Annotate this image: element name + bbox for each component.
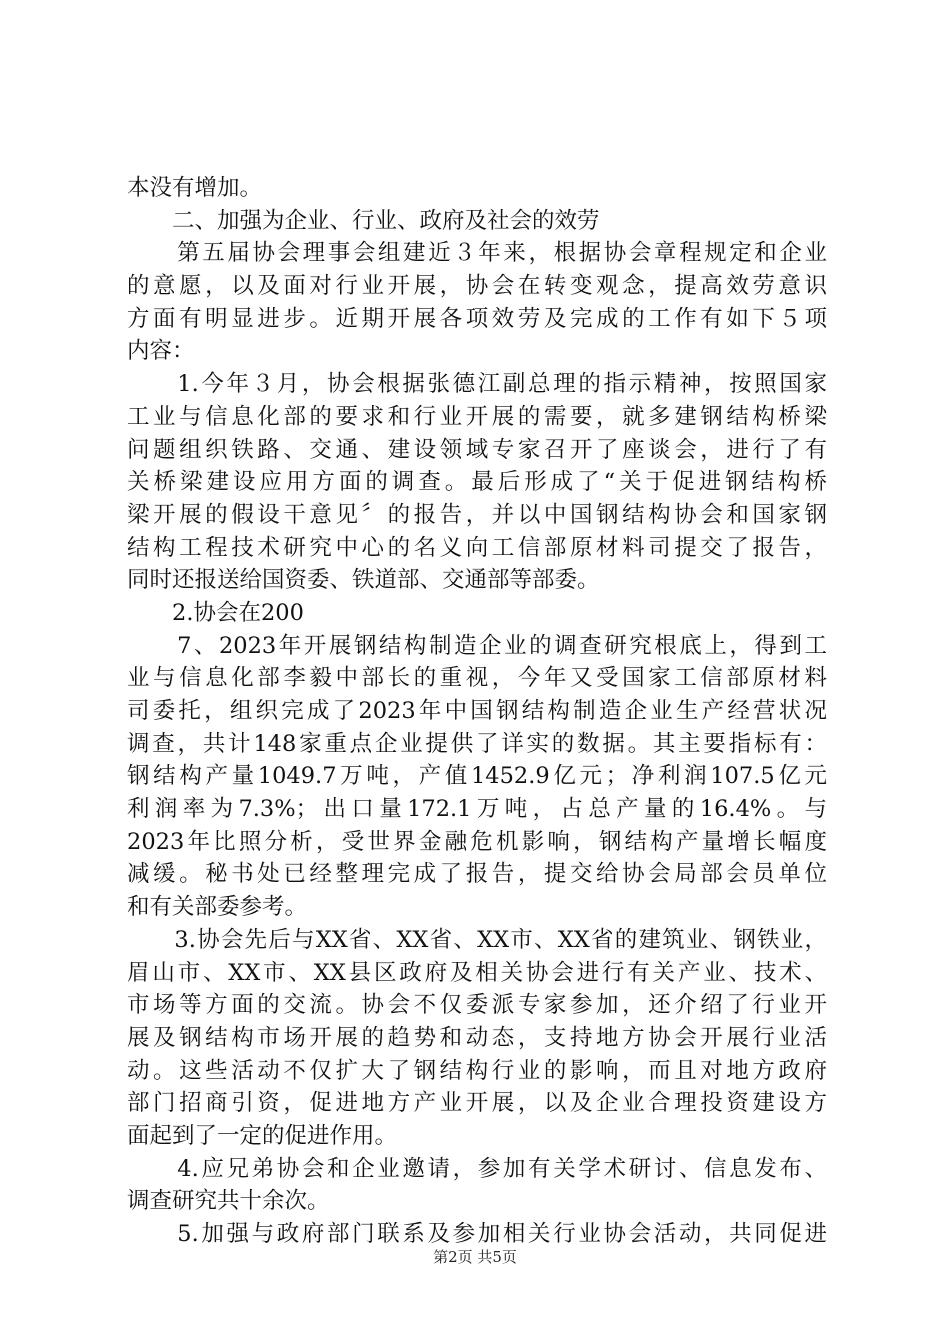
text-line: 钢结构产量1049.7万吨，产值1452.9亿元；净利润107.5亿元: [127, 763, 827, 790]
text-line: 梁开展的假设干意见〞的报告，并以中国钢结构协会和国家钢: [127, 501, 827, 528]
text-line: 部门招商引资，促进地方产业开展，以及企业合理投资建设方: [127, 1090, 827, 1117]
document-body: [127, 172, 827, 1251]
text-line: 工业与信息化部的要求和行业开展的需要，就多建钢结构桥梁: [127, 403, 827, 430]
text-line: 7、2023年开展钢结构制造企业的调查研究根底上，得到工: [127, 632, 827, 659]
text-line: 调查研究共十余次。: [127, 1188, 330, 1215]
text-line: 和有关部委参考。: [127, 894, 308, 921]
text-line: 的意愿，以及面对行业开展，协会在转变观念，提高效劳意识: [127, 273, 827, 300]
text-line: 内容：: [127, 338, 195, 365]
section-heading: 二、加强为企业、行业、政府及社会的效劳: [127, 207, 600, 234]
text-line: 司委托，组织完成了2023年中国钢结构制造企业生产经营状况: [127, 698, 827, 724]
text-line: 动。这些活动不仅扩大了钢结构行业的影响，而且对地方政府: [127, 1057, 827, 1084]
text-line: 本没有增加。: [127, 175, 263, 201]
text-line: 第五届协会理事会组建近３年来，根据协会章程规定和企业: [127, 240, 827, 267]
text-line: 减缓。秘书处已经整理完成了报告，提交给协会局部会员单位: [127, 861, 827, 888]
text-line: 关桥梁建设应用方面的调查。最后形成了“关于促进钢结构桥: [127, 469, 827, 496]
text-line: 同时还报送给国资委、铁道部、交通部等部委。: [127, 567, 600, 594]
page-number-footer: 第2页 共5页: [433, 1248, 517, 1266]
text-line: 面起到了一定的促进作用。: [127, 1122, 398, 1149]
text-line: 4.应兄弟协会和企业邀请，参加有关学术研讨、信息发布、: [127, 1155, 827, 1182]
text-line: 2023年比照分析，受世界金融危机影响，钢结构产量增长幅度: [127, 828, 827, 855]
text-line: 眉山市、XX市、XX县区政府及相关协会进行有关产业、技术、: [127, 959, 827, 986]
text-line: 调查，共计148家重点企业提供了详实的数据。其主要指标有：: [127, 730, 827, 757]
text-line: 5.加强与政府部门联系及参加相关行业协会活动，共同促进: [127, 1221, 827, 1247]
text-line: 问题组织铁路、交通、建设领域专家召开了座谈会，进行了有: [127, 436, 827, 463]
text-line: 方面有明显进步。近期开展各项效劳及完成的工作有如下５项: [127, 305, 827, 332]
text-line: 1.今年３月，协会根据张德江副总理的指示精神，按照国家: [127, 371, 827, 398]
text-line: 市场等方面的交流。协会不仅委派专家参加，还介绍了行业开: [127, 992, 827, 1019]
text-line: 展及钢结构市场开展的趋势和动态，支持地方协会开展行业活: [127, 1024, 827, 1051]
text-line: 业与信息化部李毅中部长的重视，今年又受国家工信部原材料: [127, 665, 827, 692]
text-line: 3.协会先后与XX省、XX省、XX市、XX省的建筑业、钢铁业，: [127, 926, 827, 953]
text-line: 利润率为7.3%；出口量172.1万吨，占总产量的16.4%。与: [127, 796, 827, 823]
text-line: 结构工程技术研究中心的名义向工信部原材料司提交了报告，: [127, 534, 827, 561]
text-line: 2.协会在200: [127, 599, 304, 626]
